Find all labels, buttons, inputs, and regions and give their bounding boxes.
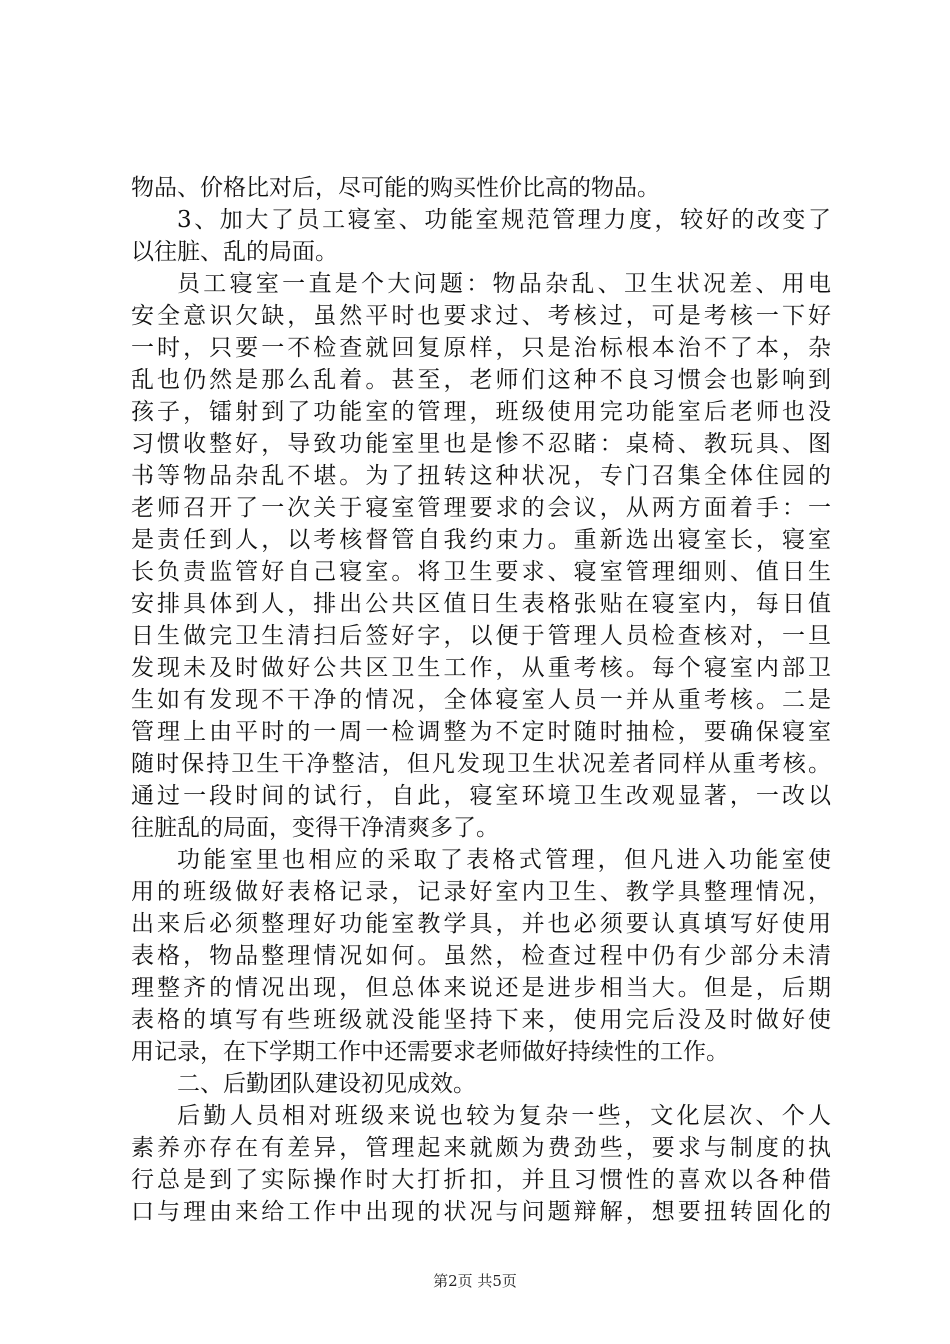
text-line: 孩子，镭射到了功能室的管理，班级使用完功能室后老师也没 <box>131 399 831 425</box>
text-line: 出来后必须整理好功能室教学具，并也必须要认真填写好使用 <box>131 911 831 937</box>
text-line: 发现未及时做好公共区卫生工作，从重考核。每个寝室内部卫 <box>131 655 831 681</box>
text-line: 员工寝室一直是个大问题：物品杂乱、卫生状况差、用电 <box>177 271 831 297</box>
text-line: 生如有发现不干净的情况，全体寝室人员一并从重考核。二是 <box>131 687 831 713</box>
text-line: 往脏乱的局面，变得干净清爽多了。 <box>131 815 499 841</box>
text-line: 用的班级做好表格记录，记录好室内卫生、教学具整理情况， <box>131 879 831 905</box>
text-line: 日生做完卫生清扫后签好字，以便于管理人员检查核对，一旦 <box>131 623 831 649</box>
document-body <box>131 172 831 1228</box>
text-line: 管理上由平时的一周一检调整为不定时随时抽检，要确保寝室 <box>131 719 831 745</box>
section-heading: 二、后勤团队建设初见成效。 <box>177 1071 476 1097</box>
text-line: 行总是到了实际操作时大打折扣，并且习惯性的喜欢以各种借 <box>131 1167 831 1193</box>
text-line: 长负责监管好自己寝室。将卫生要求、寝室管理细则、值日生 <box>131 559 831 585</box>
text-line: 一时，只要一不检查就回复原样，只是治标根本治不了本，杂 <box>131 335 831 361</box>
text-line: 理整齐的情况出现，但总体来说还是进步相当大。但是，后期 <box>131 975 831 1001</box>
page-number: 第2页 共5页 <box>433 1272 517 1290</box>
text-line: 素养亦存在有差异，管理起来就颇为费劲些，要求与制度的执 <box>131 1135 831 1161</box>
text-line: 物品、价格比对后，尽可能的购买性价比高的物品。 <box>131 175 660 201</box>
text-line: 用记录，在下学期工作中还需要求老师做好持续性的工作。 <box>131 1039 729 1065</box>
text-line: 后勤人员相对班级来说也较为复杂一些，文化层次、个人 <box>177 1103 831 1129</box>
text-line: 乱也仍然是那么乱着。甚至，老师们这种不良习惯会也影响到 <box>131 367 831 393</box>
text-line: 表格的填写有些班级就没能坚持下来，使用完后没及时做好使 <box>131 1007 831 1033</box>
text-line: 老师召开了一次关于寝室管理要求的会议，从两方面着手：一 <box>131 495 831 521</box>
page-footer <box>0 1271 950 1291</box>
text-line: 安排具体到人，排出公共区值日生表格张贴在寝室内，每日值 <box>131 591 831 617</box>
text-line: 以往脏、乱的局面。 <box>131 239 338 265</box>
text-line: 表格，物品整理情况如何。虽然，检查过程中仍有少部分未清 <box>131 943 831 969</box>
text-line: 3、加大了员工寝室、功能室规范管理力度，较好的改变了 <box>177 207 831 233</box>
text-line: 安全意识欠缺，虽然平时也要求过、考核过，可是考核一下好 <box>131 303 831 329</box>
text-line: 习惯收整好，导致功能室里也是惨不忍睹：桌椅、教玩具、图 <box>131 431 831 457</box>
text-line: 书等物品杂乱不堪。为了扭转这种状况，专门召集全体住园的 <box>131 463 831 489</box>
text-line: 随时保持卫生干净整洁，但凡发现卫生状况差者同样从重考核。 <box>131 751 831 777</box>
text-line: 是责任到人，以考核督管自我约束力。重新选出寝室长，寝室 <box>131 527 831 553</box>
text-line: 通过一段时间的试行，自此，寝室环境卫生改观显著，一改以 <box>131 783 831 809</box>
text-line: 口与理由来给工作中出现的状况与问题辩解，想要扭转固化的 <box>131 1199 831 1225</box>
text-line: 功能室里也相应的采取了表格式管理，但凡进入功能室使 <box>177 847 831 873</box>
